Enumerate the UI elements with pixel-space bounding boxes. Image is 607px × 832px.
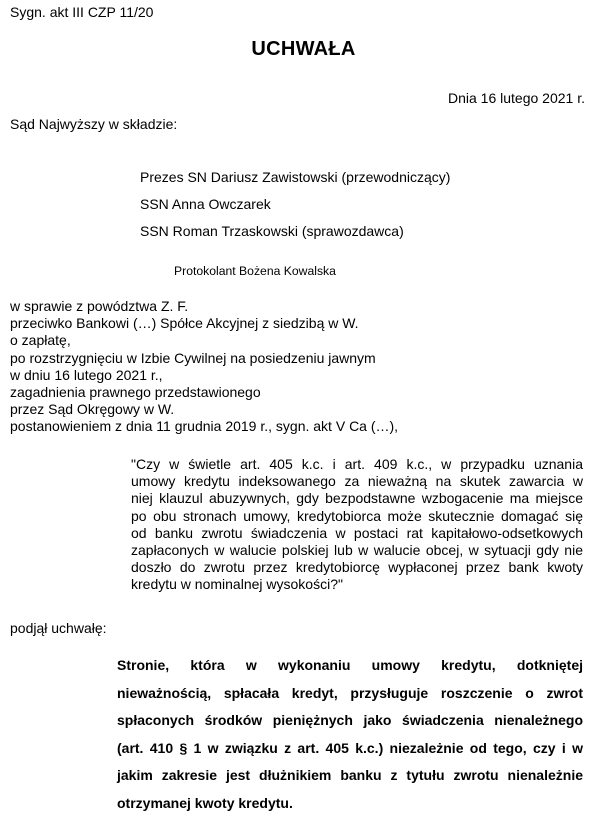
- case-line: przeciwko Bankowi (…) Spółce Akcyjnej z siedzibą w W.: [10, 315, 359, 332]
- resolution-line: jakim zakresie jest dłużnikiem banku z tytułu zwrotu nienależnie: [117, 767, 583, 783]
- case-line: o zapłatę,: [10, 332, 71, 349]
- document-title: UCHWAŁA: [251, 38, 356, 60]
- panel-member: SSN Anna Owczarek: [140, 196, 271, 212]
- resolution-line: otrzymanej kwoty kredytu.: [117, 794, 293, 811]
- case-line: postanowieniem z dnia 11 grudnia 2019 r., sygn. akt V Ca (…),: [10, 418, 399, 435]
- case-line: zagadnienia prawnego przedstawionego: [10, 384, 261, 401]
- court-panel: [140, 164, 450, 245]
- legal-question: [131, 456, 583, 594]
- court-clerk: Protokolant Bożena Kowalska: [174, 264, 336, 278]
- question-line: kredytu w nominalnej wysokości?": [131, 576, 343, 593]
- resolution-line: Stronie, która w wykonaniu umowy kredytu, dotkniętej: [117, 657, 583, 673]
- question-line: zapłaconych w walucie polskiej lub w walucie obcej, w sytuacji gdy nie: [131, 542, 583, 559]
- case-line: przez Sąd Okręgowy w W.: [10, 401, 175, 418]
- resolution-line: (art. 410 § 1 w związku z art. 405 k.c.) niezależnie od tego, czy i w: [117, 739, 583, 756]
- resolution-text: [117, 652, 583, 817]
- panel-member-presiding: Prezes SN Dariusz Zawistowski (przewodniczący): [140, 169, 451, 185]
- question-line: po obu stronach umowy, kredytobiorca może skutecznie domagać się: [131, 507, 583, 524]
- case-line: po rozstrzygnięciu w Izbie Cywilnej na posiedzeniu jawnym: [10, 349, 376, 366]
- question-line: doszło do zwrotu przez kredytobiorcę wypłaconej przez bank kwoty: [131, 559, 583, 576]
- question-line: "Czy w świetle art. 405 k.c. i art. 409 k.c., w przypadku uznania: [131, 456, 583, 472]
- resolution-line: spłaconych środków pieniężnych jako świadczenia nienależnego: [117, 712, 583, 728]
- resolution-intro: podjął uchwałę:: [10, 620, 107, 636]
- resolution-line: nieważnością, spłacała kredyt, przysługuje roszczenie o zwrot: [117, 684, 583, 701]
- question-line: od banku zwrotu świadczenia w postaci rat kapitałowo-odsetkowych: [131, 524, 583, 541]
- case-details: [10, 298, 398, 436]
- case-signature: Sygn. akt III CZP 11/20: [10, 4, 154, 20]
- case-line: w dniu 16 lutego 2021 r.,: [10, 366, 163, 383]
- document-date: Dnia 16 lutego 2021 r.: [448, 90, 585, 106]
- case-line: w sprawie z powództwa Z. F.: [10, 298, 189, 314]
- court-composition-intro: Sąd Najwyższy w składzie:: [10, 116, 178, 132]
- question-line: umowy kredytu indeksowanego za nieważną na skutek zawarcia w: [131, 473, 583, 490]
- panel-member-rapporteur: SSN Roman Trzaskowski (sprawozdawca): [140, 223, 404, 239]
- question-line: niej klauzul abuzywnych, gdy bezpodstawne wzbogacenie ma miejsce: [131, 490, 583, 507]
